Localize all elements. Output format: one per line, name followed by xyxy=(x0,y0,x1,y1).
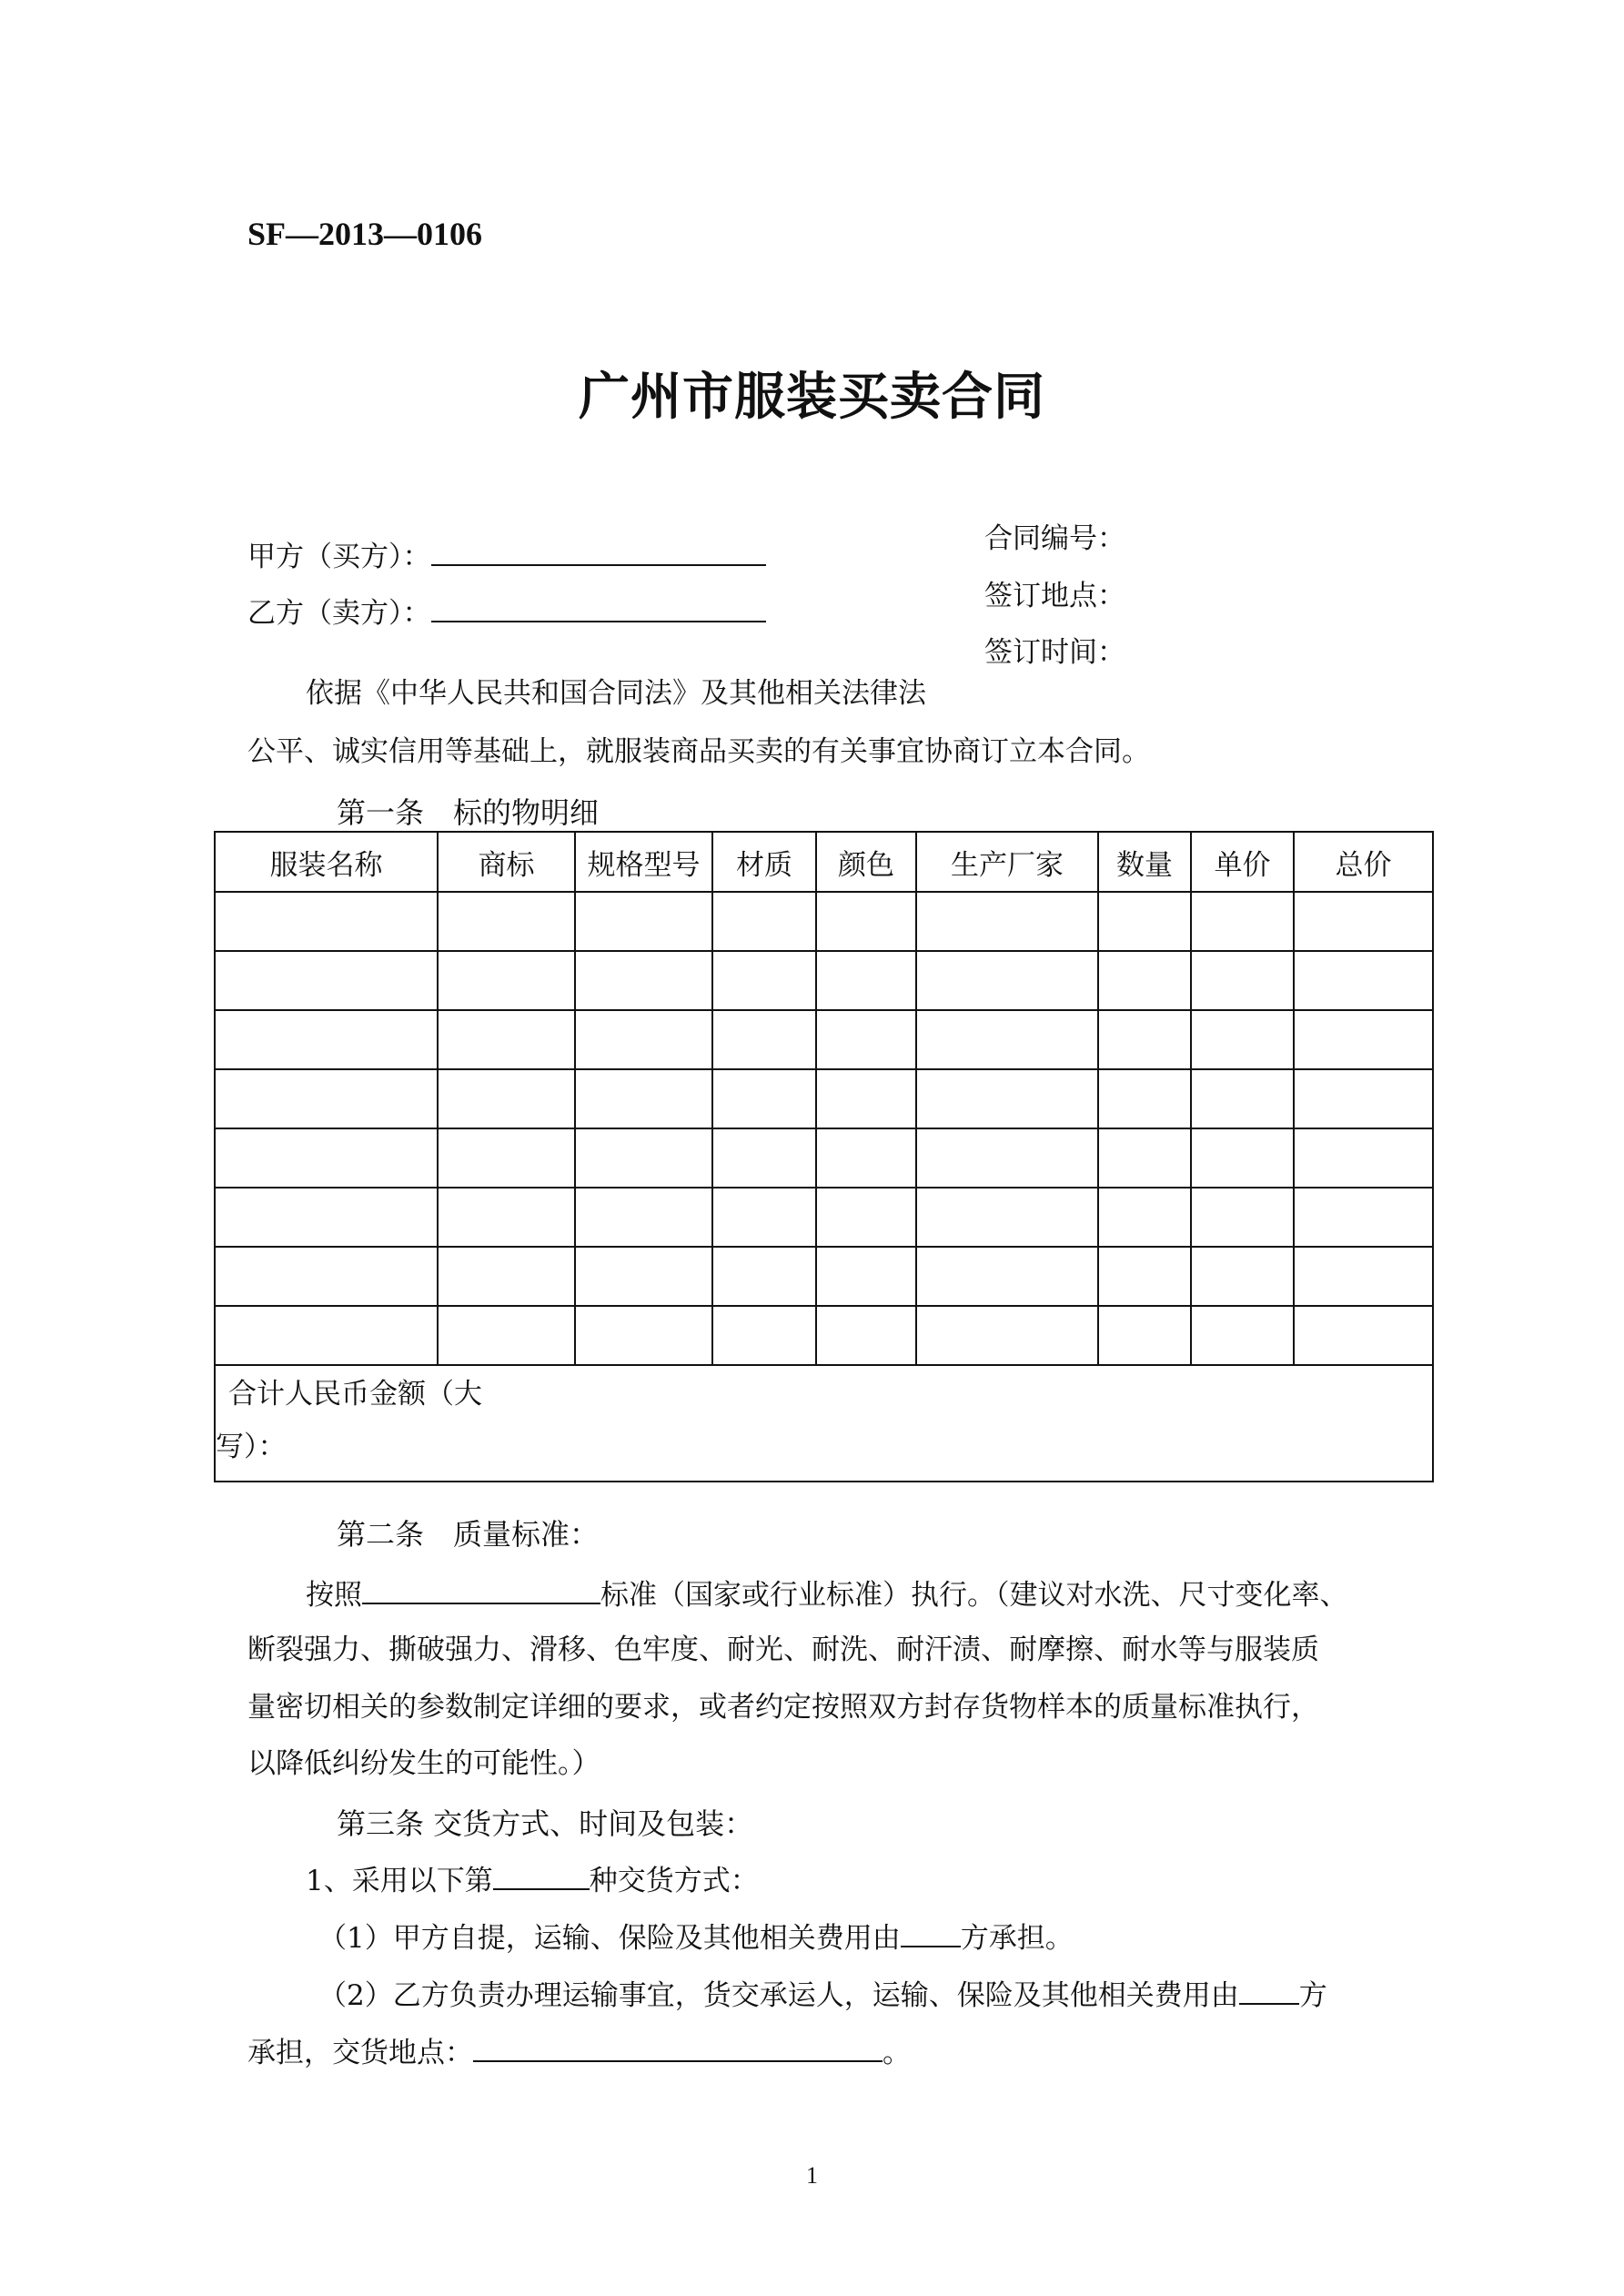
table-cell[interactable] xyxy=(215,951,438,1010)
table-cell[interactable] xyxy=(215,1188,438,1247)
table-cell[interactable] xyxy=(816,1128,916,1188)
preamble-line-2: 公平、诚实信用等基础上，就服装商品买卖的有关事宜协商订立本合同。 xyxy=(247,735,1150,768)
col-header-material: 材质 xyxy=(712,832,816,892)
article-3-heading: 第三条 交货方式、时间及包装： xyxy=(337,1806,754,1841)
option-2-post-text: 方 xyxy=(1298,1979,1327,2012)
table-cell[interactable] xyxy=(1098,1010,1191,1069)
col-header-model: 规格型号 xyxy=(575,832,712,892)
table-cell[interactable] xyxy=(712,1188,816,1247)
col-header-name: 服装名称 xyxy=(215,832,438,892)
table-cell[interactable] xyxy=(438,951,575,1010)
item-table xyxy=(214,831,1434,1482)
table-cell[interactable] xyxy=(575,1306,712,1365)
table-cell[interactable] xyxy=(438,1188,575,1247)
table-cell[interactable] xyxy=(712,892,816,951)
sign-place-label: 签订地点： xyxy=(984,580,1125,612)
table-cell[interactable] xyxy=(916,1010,1098,1069)
table-header-row xyxy=(215,832,1433,892)
table-cell[interactable] xyxy=(712,1247,816,1306)
delivery-place-label: 承担，交货地点： xyxy=(247,2037,473,2069)
table-cell[interactable] xyxy=(438,1306,575,1365)
table-cell[interactable] xyxy=(215,1128,438,1188)
table-cell[interactable] xyxy=(1294,951,1433,1010)
article-3-option-2 xyxy=(318,1976,1327,2014)
table-cell[interactable] xyxy=(215,1069,438,1128)
party-b-label: 乙方（卖方）： xyxy=(247,597,431,630)
table-cell[interactable] xyxy=(215,1306,438,1365)
table-cell[interactable] xyxy=(438,892,575,951)
option-2-pre-text: （2）乙方负责办理运输事宜，货交承运人，运输、保险及其他相关费用由 xyxy=(318,1979,1239,2012)
table-cell[interactable] xyxy=(215,892,438,951)
table-cell[interactable] xyxy=(816,892,916,951)
table-cell[interactable] xyxy=(575,892,712,951)
col-header-color: 颜色 xyxy=(816,832,916,892)
table-cell[interactable] xyxy=(712,1010,816,1069)
table-cell[interactable] xyxy=(1191,1128,1294,1188)
delivery-method-blank[interactable] xyxy=(493,1861,590,1890)
table-cell[interactable] xyxy=(575,1069,712,1128)
table-row xyxy=(215,1247,1433,1306)
table-cell[interactable] xyxy=(1098,951,1191,1010)
table-cell[interactable] xyxy=(438,1069,575,1128)
table-cell[interactable] xyxy=(712,951,816,1010)
delivery-place-period: 。 xyxy=(883,2037,911,2069)
table-cell[interactable] xyxy=(816,1188,916,1247)
table-total-row xyxy=(215,1365,1433,1482)
table-row xyxy=(215,951,1433,1010)
table-cell[interactable] xyxy=(916,892,1098,951)
table-cell[interactable] xyxy=(916,1188,1098,1247)
delivery-method-pre-text: 1、采用以下第 xyxy=(306,1865,493,1897)
table-cell[interactable] xyxy=(1098,1306,1191,1365)
table-cell[interactable] xyxy=(712,1306,816,1365)
col-header-unit-price: 单价 xyxy=(1191,832,1294,892)
table-cell[interactable] xyxy=(1191,892,1294,951)
article-2-line-2: 断裂强力、撕破强力、滑移、色牢度、耐光、耐洗、耐汗渍、耐摩擦、耐水等与服装质 xyxy=(247,1633,1319,1666)
table-cell[interactable] xyxy=(1191,1188,1294,1247)
quality-post-text: 标准（国家或行业标准）执行。（建议对水洗、尺寸变化率、 xyxy=(600,1579,1348,1612)
table-cell[interactable] xyxy=(1191,1306,1294,1365)
table-cell[interactable] xyxy=(1098,892,1191,951)
col-header-brand: 商标 xyxy=(438,832,575,892)
table-cell[interactable] xyxy=(575,1010,712,1069)
table-cell[interactable] xyxy=(916,1128,1098,1188)
table-cell[interactable] xyxy=(1294,1128,1433,1188)
article-2-line-1 xyxy=(306,1575,1348,1613)
delivery-place-blank[interactable] xyxy=(473,2033,883,2062)
article-3-option-2-line-2 xyxy=(247,2033,911,2071)
col-header-total-price: 总价 xyxy=(1294,832,1433,892)
total-amount-cell[interactable] xyxy=(215,1365,1433,1482)
total-amount-label-2: 写）： xyxy=(216,1431,287,1463)
table-cell[interactable] xyxy=(1098,1247,1191,1306)
party-a-label: 甲方（买方）： xyxy=(247,541,431,573)
table-row xyxy=(215,1010,1433,1069)
option-2-party-blank[interactable] xyxy=(1239,1976,1299,2005)
table-cell[interactable] xyxy=(1191,1010,1294,1069)
party-b-blank[interactable] xyxy=(431,593,766,622)
table-row xyxy=(215,1069,1433,1128)
total-amount-label-1: 合计人民币金额（大 xyxy=(228,1378,482,1411)
page-title: 广州市服装买卖合同 xyxy=(579,368,1045,427)
sign-time-label: 签订时间： xyxy=(984,636,1125,669)
option-1-party-blank[interactable] xyxy=(901,1918,961,1947)
table-cell[interactable] xyxy=(215,1010,438,1069)
table-cell[interactable] xyxy=(438,1247,575,1306)
table-cell[interactable] xyxy=(1191,1069,1294,1128)
table-cell[interactable] xyxy=(215,1247,438,1306)
option-1-post-text: 方承担。 xyxy=(960,1922,1074,1955)
table-cell[interactable] xyxy=(816,1010,916,1069)
table-cell[interactable] xyxy=(916,951,1098,1010)
table-cell[interactable] xyxy=(816,1306,916,1365)
table-row xyxy=(215,1188,1433,1247)
table-cell[interactable] xyxy=(575,951,712,1010)
article-2-heading: 第二条 质量标准： xyxy=(337,1517,600,1552)
table-cell[interactable] xyxy=(575,1247,712,1306)
table-cell[interactable] xyxy=(1294,1306,1433,1365)
article-3-option-1 xyxy=(318,1918,1074,1957)
table-cell[interactable] xyxy=(916,1069,1098,1128)
table-cell[interactable] xyxy=(916,1306,1098,1365)
col-header-quantity: 数量 xyxy=(1098,832,1191,892)
option-1-pre-text: （1）甲方自提，运输、保险及其他相关费用由 xyxy=(318,1922,901,1955)
quality-pre-text: 按照 xyxy=(306,1579,362,1612)
article-1-heading: 第一条 标的物明细 xyxy=(337,795,600,830)
table-cell[interactable] xyxy=(1294,1069,1433,1128)
table-cell[interactable] xyxy=(1294,1010,1433,1069)
table-cell[interactable] xyxy=(916,1247,1098,1306)
party-a-blank[interactable] xyxy=(431,537,766,566)
table-cell[interactable] xyxy=(816,1247,916,1306)
party-a-line xyxy=(247,537,766,575)
article-3-item-1 xyxy=(306,1861,759,1899)
article-2-line-4: 以降低纠纷发生的可能性。） xyxy=(247,1747,600,1780)
article-2-line-3: 量密切相关的参数制定详细的要求，或者约定按照双方封存货物样本的质量标准执行， xyxy=(247,1691,1319,1724)
document-number: SF—2013—0106 xyxy=(247,216,483,252)
table-cell[interactable] xyxy=(712,1128,816,1188)
table-cell[interactable] xyxy=(816,1069,916,1128)
table-cell[interactable] xyxy=(438,1010,575,1069)
party-b-line xyxy=(247,593,766,632)
table-row xyxy=(215,892,1433,951)
table-row xyxy=(215,1128,1433,1188)
delivery-method-post-text: 种交货方式： xyxy=(589,1865,759,1897)
table-cell[interactable] xyxy=(1191,1247,1294,1306)
col-header-manufacturer: 生产厂家 xyxy=(916,832,1098,892)
page-number: 1 xyxy=(806,2162,818,2189)
table-cell[interactable] xyxy=(575,1128,712,1188)
table-cell[interactable] xyxy=(1294,1188,1433,1247)
table-cell[interactable] xyxy=(1294,892,1433,951)
table-cell[interactable] xyxy=(438,1128,575,1188)
table-cell[interactable] xyxy=(575,1188,712,1247)
quality-standard-blank[interactable] xyxy=(362,1575,600,1604)
table-row xyxy=(215,1306,1433,1365)
table-cell[interactable] xyxy=(1294,1247,1433,1306)
contract-no-label: 合同编号： xyxy=(984,522,1125,555)
table-cell[interactable] xyxy=(1191,951,1294,1010)
table-cell[interactable] xyxy=(1098,1188,1191,1247)
table-cell[interactable] xyxy=(1098,1069,1191,1128)
table-cell[interactable] xyxy=(712,1069,816,1128)
preamble-line-1: 依据《中华人民共和国合同法》及其他相关法律法 xyxy=(306,677,926,710)
table-cell[interactable] xyxy=(1098,1128,1191,1188)
table-cell[interactable] xyxy=(816,951,916,1010)
